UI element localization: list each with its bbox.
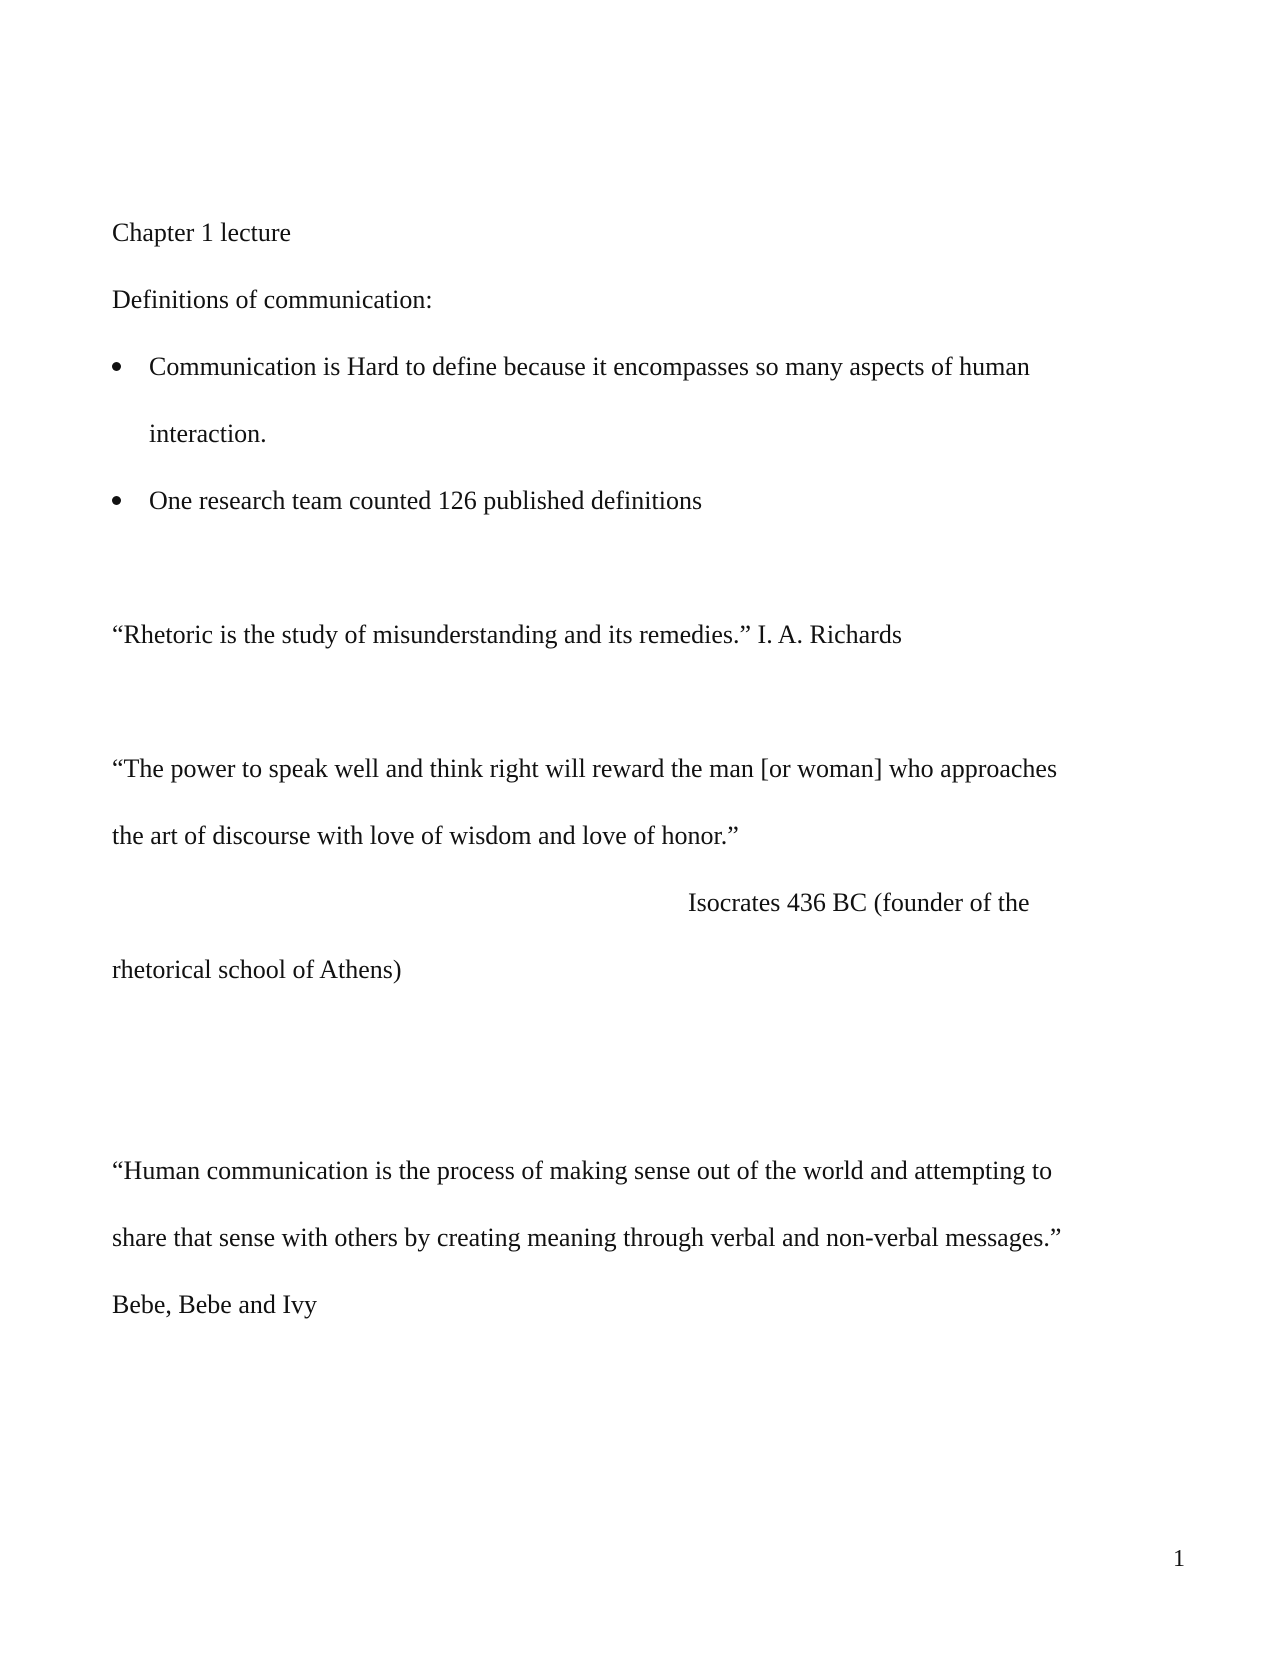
- list-item-text: Communication is Hard to define because it encompasses so many aspects of human: [149, 352, 1030, 381]
- quote-attribution: Isocrates 436 BC (founder of the: [688, 888, 1030, 917]
- page-title: Chapter 1 lecture: [112, 218, 292, 247]
- quote-text-continued: the art of discourse with love of wisdom and love of honor.”: [112, 821, 739, 850]
- quote-attribution: Bebe, Bebe and Ivy: [112, 1290, 318, 1319]
- quote-attribution-continued: rhetorical school of Athens): [112, 955, 402, 984]
- section-heading: Definitions of communication:: [112, 285, 433, 314]
- quote-text: “Human communication is the process of making sense out of the world and attempting to: [112, 1156, 1053, 1185]
- bullet-icon: [112, 362, 121, 371]
- list-item-text: One research team counted 126 published definitions: [149, 486, 703, 515]
- bullet-icon: [112, 496, 121, 505]
- page-number: 1: [1173, 1546, 1185, 1572]
- quote-text: “The power to speak well and think right will reward the man [or woman] who approaches: [112, 754, 1058, 783]
- quote-text-continued: share that sense with others by creating meaning through verbal and non-verbal messages.”: [112, 1223, 1062, 1252]
- quote-text: “Rhetoric is the study of misunderstanding and its remedies.” I. A. Richards: [112, 620, 902, 649]
- list-item-text-continued: interaction.: [149, 419, 267, 448]
